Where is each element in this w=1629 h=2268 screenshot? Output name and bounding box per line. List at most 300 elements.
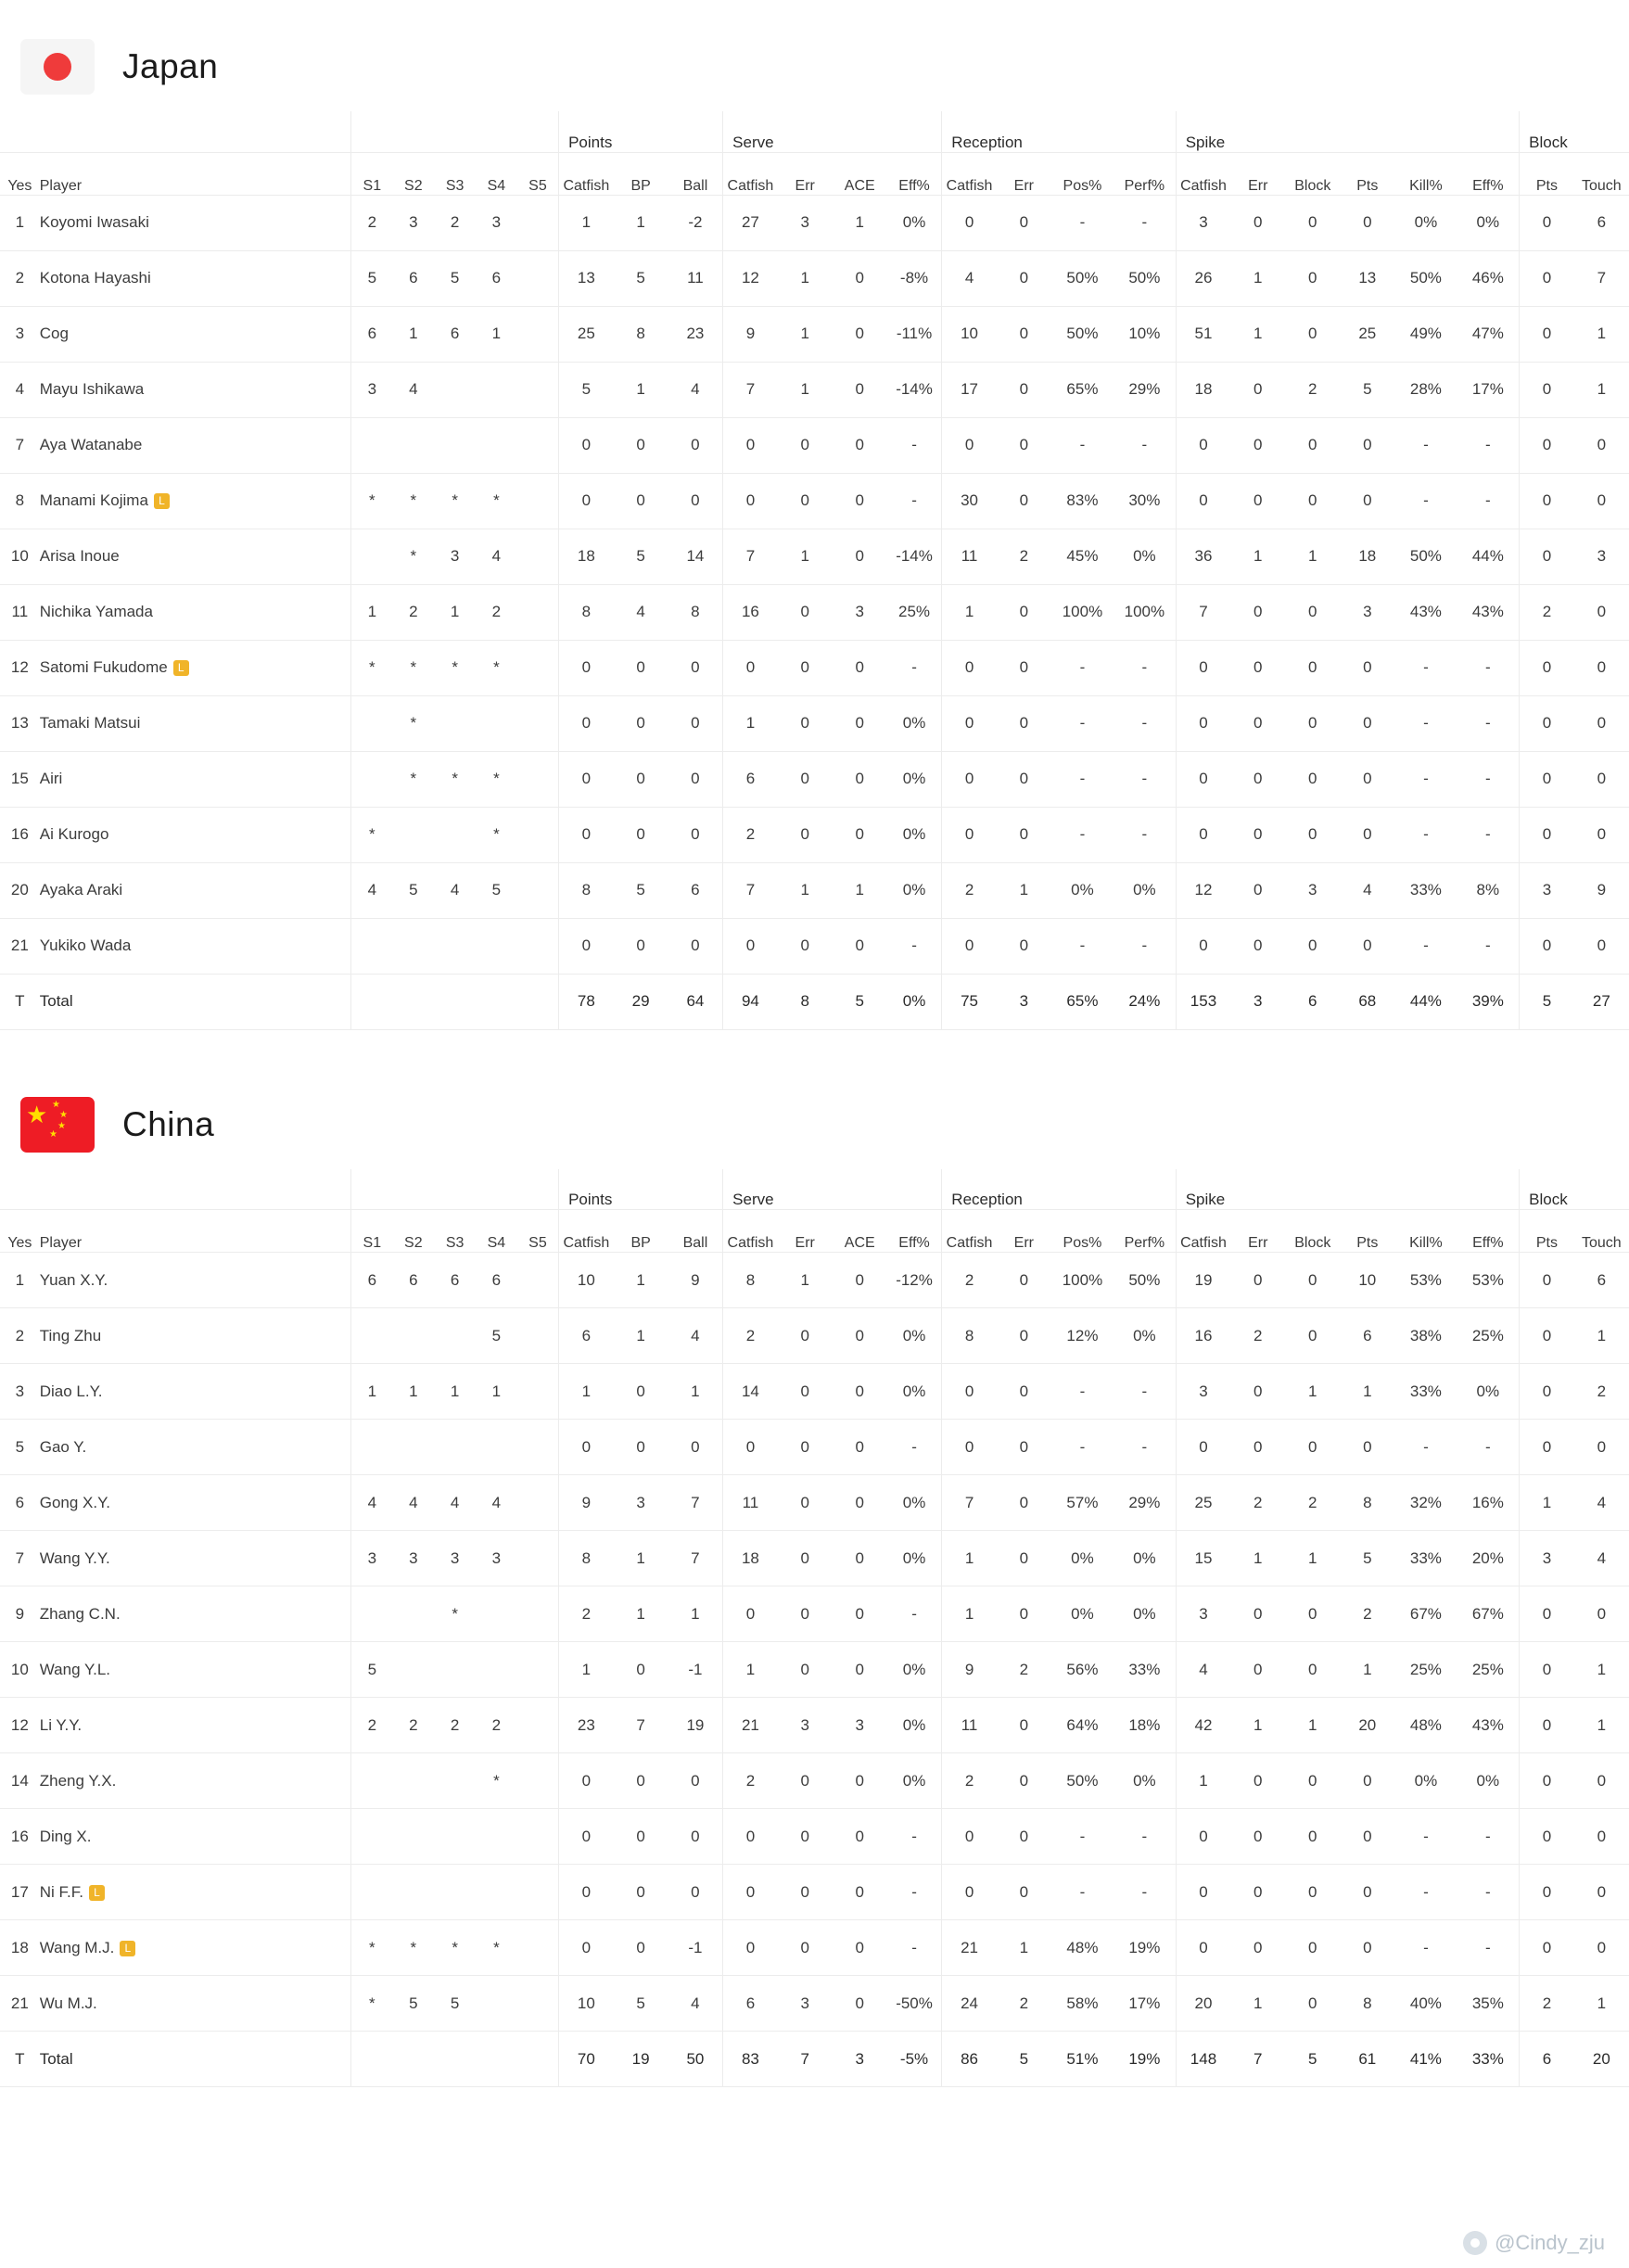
table-row: [0, 918, 1629, 974]
player-name: Wu M.J.: [39, 1994, 97, 2012]
player-name: Mayu Ishikawa: [39, 380, 145, 398]
block-cell: 0: [1574, 1753, 1629, 1809]
block-cell: 0: [1574, 695, 1629, 751]
reception-cell: 0: [997, 1364, 1051, 1420]
serve-cell: 0%: [887, 1531, 942, 1586]
stats-table: [0, 111, 1629, 1030]
reception-cell: 17%: [1114, 1976, 1176, 2032]
serve-cell: 0: [833, 1865, 887, 1920]
set-cell: [517, 362, 559, 417]
block-cell: 0: [1520, 918, 1574, 974]
player-name-cell: [40, 306, 351, 362]
reception-cell: -: [1114, 807, 1176, 862]
spike-cell: -: [1394, 473, 1457, 529]
row-number: T: [0, 974, 40, 1029]
set-cell: *: [476, 1920, 517, 1976]
reception-cell: 86: [942, 2032, 997, 2087]
reception-cell: 12%: [1051, 1308, 1114, 1364]
spike-cell: 0: [1285, 306, 1340, 362]
reception-cell: 0: [997, 1698, 1051, 1753]
flag-star: ★: [57, 1120, 66, 1131]
spike-cell: 39%: [1457, 974, 1520, 1029]
spike-cell: 47%: [1457, 306, 1520, 362]
reception-cell: -: [1051, 1809, 1114, 1865]
block-cell: 0: [1574, 1586, 1629, 1642]
reception-cell: 0: [997, 1809, 1051, 1865]
set-cell: [476, 1642, 517, 1698]
reception-cell: -: [1051, 1420, 1114, 1475]
reception-cell: 4: [942, 250, 997, 306]
set-cell: [517, 640, 559, 695]
reception-cell: 64%: [1051, 1698, 1114, 1753]
team-name: China: [122, 1104, 215, 1143]
set-cell: [351, 1420, 393, 1475]
block-cell: 6: [1520, 2032, 1574, 2087]
points-cell: 0: [559, 695, 614, 751]
spike-cell: 51: [1176, 306, 1230, 362]
row-number: 8: [0, 473, 40, 529]
reception-cell: 7: [942, 1475, 997, 1531]
reception-cell: 0: [942, 1364, 997, 1420]
set-cell: [434, 974, 476, 1029]
serve-cell: -14%: [887, 529, 942, 584]
spike-cell: -: [1457, 1420, 1520, 1475]
row-number: 7: [0, 417, 40, 473]
set-cell: [392, 974, 434, 1029]
player-name-cell: [40, 1698, 351, 1753]
libero-badge: L: [173, 660, 189, 676]
reception-cell: 0%: [1114, 1753, 1176, 1809]
serve-cell: 0: [778, 1920, 833, 1976]
set-cell: 1: [351, 584, 393, 640]
spike-cell: 0: [1285, 1976, 1340, 2032]
spike-cell: 15: [1176, 1531, 1230, 1586]
row-number: 21: [0, 1976, 40, 2032]
player-name: Ayaka Araki: [39, 881, 123, 898]
spike-cell: 6: [1340, 1308, 1394, 1364]
column-header-player: Player: [40, 1210, 351, 1253]
player-name: Tamaki Matsui: [39, 714, 141, 732]
column-header-touch: Touch: [1574, 152, 1629, 195]
reception-cell: 2: [942, 862, 997, 918]
team-header: [0, 0, 1629, 111]
block-cell: 1: [1574, 1698, 1629, 1753]
group-header: [40, 1169, 351, 1210]
player-name-cell: [40, 807, 351, 862]
table-row: [0, 695, 1629, 751]
spike-cell: 0: [1340, 417, 1394, 473]
reception-cell: 65%: [1051, 362, 1114, 417]
player-name-cell: [40, 195, 351, 250]
block-cell: 0: [1574, 640, 1629, 695]
serve-cell: 0%: [887, 195, 942, 250]
spike-cell: 1: [1230, 306, 1285, 362]
reception-cell: 0: [997, 1865, 1051, 1920]
reception-cell: -: [1051, 751, 1114, 807]
column-header-catfish: Catfish: [559, 1210, 614, 1253]
player-name-cell: [40, 1865, 351, 1920]
row-number: 12: [0, 1698, 40, 1753]
set-cell: [434, 362, 476, 417]
block-cell: 2: [1520, 584, 1574, 640]
table-row: [0, 1586, 1629, 1642]
row-number: 2: [0, 250, 40, 306]
spike-cell: 0: [1285, 1420, 1340, 1475]
reception-cell: -: [1114, 751, 1176, 807]
set-cell: 6: [351, 306, 393, 362]
column-header-eff: Eff%: [1457, 152, 1520, 195]
reception-cell: 0: [942, 195, 997, 250]
table-row: [0, 584, 1629, 640]
column-header-err: Err: [1230, 152, 1285, 195]
block-cell: 2: [1574, 1364, 1629, 1420]
reception-cell: 45%: [1051, 529, 1114, 584]
spike-cell: 35%: [1457, 1976, 1520, 2032]
column-header-s5: S5: [517, 1210, 559, 1253]
spike-cell: 4: [1340, 862, 1394, 918]
group-header: Reception: [942, 111, 1176, 152]
serve-cell: 0: [833, 751, 887, 807]
set-cell: [517, 1865, 559, 1920]
reception-cell: -: [1114, 417, 1176, 473]
reception-cell: 0: [942, 918, 997, 974]
set-cell: [517, 1420, 559, 1475]
table-row: [0, 1865, 1629, 1920]
points-cell: 29: [614, 974, 668, 1029]
set-cell: [476, 362, 517, 417]
player-name: Airi: [39, 770, 63, 787]
block-cell: 6: [1574, 195, 1629, 250]
points-cell: 8: [559, 1531, 614, 1586]
reception-cell: 100%: [1051, 584, 1114, 640]
spike-cell: 0: [1285, 1753, 1340, 1809]
serve-cell: 1: [778, 362, 833, 417]
set-cell: 5: [351, 1642, 393, 1698]
set-cell: [517, 695, 559, 751]
column-header-row: [0, 1210, 1629, 1253]
serve-cell: 0: [778, 1420, 833, 1475]
reception-cell: 1: [997, 862, 1051, 918]
set-cell: 3: [434, 529, 476, 584]
set-cell: [476, 1865, 517, 1920]
block-cell: 0: [1574, 1920, 1629, 1976]
points-cell: 5: [614, 529, 668, 584]
reception-cell: 0%: [1051, 1531, 1114, 1586]
spike-cell: -: [1394, 695, 1457, 751]
set-cell: 4: [434, 862, 476, 918]
set-cell: *: [476, 807, 517, 862]
column-header-perf: Perf%: [1114, 152, 1176, 195]
points-cell: 1: [614, 1253, 668, 1308]
points-cell: -1: [668, 1920, 723, 1976]
column-header-pts: Pts: [1340, 1210, 1394, 1253]
serve-cell: 0%: [887, 1475, 942, 1531]
serve-cell: 0: [833, 1420, 887, 1475]
spike-cell: 0: [1285, 918, 1340, 974]
spike-cell: 19: [1176, 1253, 1230, 1308]
reception-cell: 0: [997, 1475, 1051, 1531]
reception-cell: 5: [997, 2032, 1051, 2087]
reception-cell: 10%: [1114, 306, 1176, 362]
spike-cell: 17%: [1457, 362, 1520, 417]
spike-cell: 0: [1230, 1865, 1285, 1920]
spike-cell: 153: [1176, 974, 1230, 1029]
set-cell: [392, 1642, 434, 1698]
set-cell: [517, 751, 559, 807]
reception-cell: 0: [997, 640, 1051, 695]
points-cell: 6: [668, 862, 723, 918]
player-name: Zhang C.N.: [39, 1604, 121, 1623]
block-cell: 0: [1574, 751, 1629, 807]
spike-cell: -: [1457, 1865, 1520, 1920]
group-header: Block: [1520, 111, 1629, 152]
serve-cell: 6: [723, 751, 778, 807]
row-number: 1: [0, 195, 40, 250]
points-cell: 0: [614, 1865, 668, 1920]
spike-cell: 43%: [1394, 584, 1457, 640]
set-cell: 3: [351, 362, 393, 417]
row-number: 10: [0, 529, 40, 584]
reception-cell: 50%: [1114, 1253, 1176, 1308]
spike-cell: 1: [1340, 1364, 1394, 1420]
serve-cell: -: [887, 1420, 942, 1475]
set-cell: 5: [476, 862, 517, 918]
spike-cell: 43%: [1457, 1698, 1520, 1753]
set-cell: [517, 250, 559, 306]
spike-cell: 68: [1340, 974, 1394, 1029]
set-cell: [351, 1586, 393, 1642]
reception-cell: 0: [997, 1420, 1051, 1475]
spike-cell: 67%: [1457, 1586, 1520, 1642]
reception-cell: 0: [997, 1586, 1051, 1642]
set-cell: [392, 918, 434, 974]
serve-cell: -: [887, 417, 942, 473]
block-cell: 0: [1574, 1809, 1629, 1865]
spike-cell: 1: [1230, 1698, 1285, 1753]
points-cell: 4: [668, 1308, 723, 1364]
spike-cell: 0%: [1457, 1753, 1520, 1809]
serve-cell: 1: [833, 862, 887, 918]
serve-cell: 0: [833, 362, 887, 417]
spike-cell: 0: [1340, 640, 1394, 695]
points-cell: 19: [668, 1698, 723, 1753]
reception-cell: 2: [997, 529, 1051, 584]
points-cell: 1: [559, 1642, 614, 1698]
set-cell: [434, 1642, 476, 1698]
points-cell: 0: [614, 807, 668, 862]
column-header-yes: Yes: [0, 1210, 40, 1253]
spike-cell: 0: [1340, 1753, 1394, 1809]
set-cell: *: [351, 807, 393, 862]
spike-cell: 6: [1285, 974, 1340, 1029]
block-cell: 0: [1520, 1809, 1574, 1865]
serve-cell: 0: [723, 1920, 778, 1976]
set-cell: 3: [476, 195, 517, 250]
spike-cell: 0: [1230, 195, 1285, 250]
total-row: [0, 974, 1629, 1029]
spike-cell: 0: [1340, 473, 1394, 529]
serve-cell: 0: [833, 1976, 887, 2032]
points-cell: 0: [668, 1420, 723, 1475]
spike-cell: 0: [1285, 640, 1340, 695]
set-cell: 2: [476, 1698, 517, 1753]
points-cell: 9: [668, 1253, 723, 1308]
block-cell: 0: [1520, 807, 1574, 862]
set-cell: [434, 2032, 476, 2087]
serve-cell: -12%: [887, 1253, 942, 1308]
reception-cell: 58%: [1051, 1976, 1114, 2032]
row-number: 12: [0, 640, 40, 695]
set-cell: *: [351, 473, 393, 529]
reception-cell: 48%: [1051, 1920, 1114, 1976]
reception-cell: 30%: [1114, 473, 1176, 529]
reception-cell: 19%: [1114, 1920, 1176, 1976]
spike-cell: 0: [1176, 1809, 1230, 1865]
spike-cell: 43%: [1457, 584, 1520, 640]
serve-cell: 3: [833, 2032, 887, 2087]
serve-cell: 0: [778, 473, 833, 529]
reception-cell: 29%: [1114, 362, 1176, 417]
serve-cell: -5%: [887, 2032, 942, 2087]
player-name-cell: [40, 250, 351, 306]
reception-cell: 50%: [1051, 250, 1114, 306]
block-cell: 20: [1574, 2032, 1629, 2087]
set-cell: *: [476, 1753, 517, 1809]
serve-cell: 0%: [887, 1364, 942, 1420]
set-cell: 2: [434, 195, 476, 250]
group-header: Points: [559, 1169, 723, 1210]
set-cell: 5: [392, 862, 434, 918]
serve-cell: 11: [723, 1475, 778, 1531]
points-cell: 8: [559, 584, 614, 640]
serve-cell: 0: [778, 1308, 833, 1364]
points-cell: 0: [668, 417, 723, 473]
row-number: 16: [0, 1809, 40, 1865]
reception-cell: -: [1114, 918, 1176, 974]
serve-cell: 0: [723, 918, 778, 974]
block-cell: 0: [1520, 1698, 1574, 1753]
points-cell: 0: [614, 1642, 668, 1698]
libero-badge: L: [89, 1885, 105, 1901]
row-number: 11: [0, 584, 40, 640]
player-name-cell: [40, 1420, 351, 1475]
spike-cell: 0: [1285, 1642, 1340, 1698]
serve-cell: 0: [778, 695, 833, 751]
set-cell: [351, 1308, 393, 1364]
spike-cell: 0: [1340, 751, 1394, 807]
points-cell: 5: [614, 862, 668, 918]
block-cell: 0: [1520, 1920, 1574, 1976]
reception-cell: 1: [942, 1586, 997, 1642]
serve-cell: 0: [833, 1920, 887, 1976]
spike-cell: 8%: [1457, 862, 1520, 918]
spike-cell: 1: [1230, 529, 1285, 584]
set-cell: [392, 1753, 434, 1809]
reception-cell: 0: [997, 250, 1051, 306]
points-cell: 2: [559, 1586, 614, 1642]
serve-cell: 1: [778, 1253, 833, 1308]
player-name: Diao L.Y.: [39, 1382, 103, 1400]
reception-cell: 0: [997, 1753, 1051, 1809]
group-header: [40, 111, 351, 152]
table-row: [0, 807, 1629, 862]
reception-cell: 33%: [1114, 1642, 1176, 1698]
spike-cell: 10: [1340, 1253, 1394, 1308]
group-header: Spike: [1176, 1169, 1519, 1210]
spike-cell: -: [1457, 751, 1520, 807]
points-cell: 0: [559, 417, 614, 473]
points-cell: 78: [559, 974, 614, 1029]
table-row: [0, 306, 1629, 362]
row-number: 9: [0, 1586, 40, 1642]
serve-cell: 16: [723, 584, 778, 640]
points-cell: 8: [668, 584, 723, 640]
flag-star: ★: [52, 1099, 60, 1110]
block-cell: 0: [1520, 473, 1574, 529]
spike-cell: 0: [1176, 807, 1230, 862]
set-cell: 6: [434, 1253, 476, 1308]
serve-cell: 83: [723, 2032, 778, 2087]
spike-cell: 33%: [1394, 1531, 1457, 1586]
serve-cell: 8: [778, 974, 833, 1029]
player-name: Gao Y.: [39, 1437, 87, 1456]
serve-cell: 0: [778, 1865, 833, 1920]
set-cell: 1: [434, 584, 476, 640]
serve-cell: 1: [723, 695, 778, 751]
set-cell: 5: [392, 1976, 434, 2032]
set-cell: [517, 807, 559, 862]
points-cell: 1: [559, 1364, 614, 1420]
set-cell: [476, 1586, 517, 1642]
points-cell: 0: [614, 640, 668, 695]
serve-cell: -50%: [887, 1976, 942, 2032]
serve-cell: 0: [833, 529, 887, 584]
serve-cell: 21: [723, 1698, 778, 1753]
spike-cell: -: [1457, 1920, 1520, 1976]
points-cell: 0: [614, 751, 668, 807]
set-cell: [517, 1920, 559, 1976]
spike-cell: -: [1394, 1420, 1457, 1475]
spike-cell: 0: [1285, 195, 1340, 250]
spike-cell: -: [1394, 1865, 1457, 1920]
serve-cell: 14: [723, 1364, 778, 1420]
spike-cell: -: [1457, 417, 1520, 473]
serve-cell: 0: [778, 1809, 833, 1865]
set-cell: [517, 1531, 559, 1586]
set-cell: [392, 1420, 434, 1475]
spike-cell: 1: [1285, 529, 1340, 584]
points-cell: 4: [668, 362, 723, 417]
reception-cell: -: [1114, 1865, 1176, 1920]
set-cell: *: [434, 751, 476, 807]
column-header-s4: S4: [476, 152, 517, 195]
reception-cell: 0: [997, 1308, 1051, 1364]
reception-cell: 0: [997, 306, 1051, 362]
points-cell: 0: [614, 695, 668, 751]
serve-cell: 7: [723, 529, 778, 584]
spike-cell: 25: [1340, 306, 1394, 362]
column-header-kill: Kill%: [1394, 1210, 1457, 1253]
serve-cell: 0: [833, 1475, 887, 1531]
column-header-s3: S3: [434, 152, 476, 195]
spike-cell: 3: [1230, 974, 1285, 1029]
group-header: Serve: [723, 111, 942, 152]
player-name-cell: [40, 1920, 351, 1976]
set-cell: [476, 974, 517, 1029]
serve-cell: 7: [723, 862, 778, 918]
set-cell: *: [392, 640, 434, 695]
player-name: Aya Watanabe: [39, 436, 143, 453]
